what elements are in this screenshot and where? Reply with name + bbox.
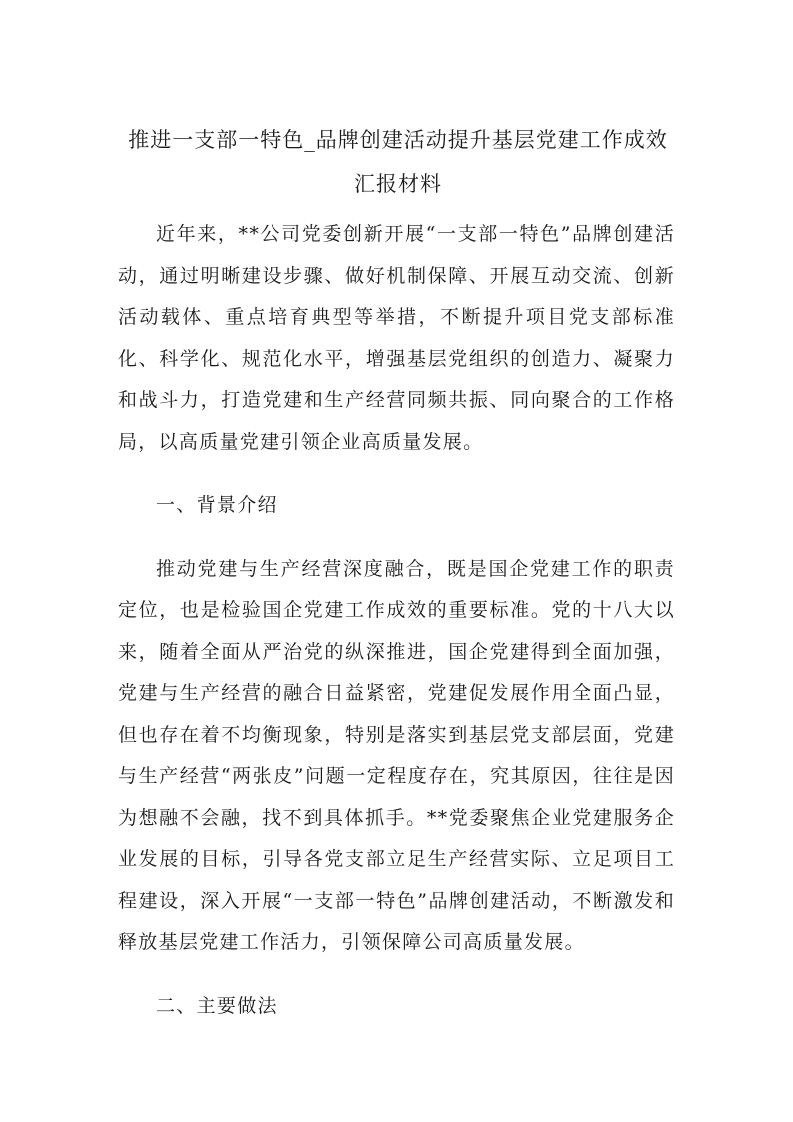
section-heading-main-practices: 二、主要做法 <box>156 994 278 1017</box>
section-heading-background: 一、背景介绍 <box>156 494 278 516</box>
background-paragraph: 推动党建与生产经营深度融合，既是国企党建工作的职责定位，也是检验国企党建工作成效的重要标准。党的十八大以来，随着全面从严治党的纵深推进，国企党建得到全面加强，党建与生产经营的融合日益紧密，党建促发展作用全面凸显，但也存在着不均衡现象，特别是落实到基层党支部层面，党建与生产经营“两张皮”问题一定程度存在，究其原因，往往是因为想融不会融，找不到具体抓手。**党委聚焦企业党建服务企业发展的目标，引导各党支部立足生产经营实际、立足项目工程建设，深入开展“一支部一特色”品牌创建活动，不断激发和释放基层党建工作活力，引领保障公司高质量发展。 <box>118 557 675 953</box>
document-title: 推进一支部一特色_品牌创建活动提升基层党建工作成效汇报材料 <box>128 128 668 196</box>
document-body <box>118 214 675 1027</box>
intro-paragraph: 近年来，**公司党委创新开展“一支部一特色”品牌创建活动，通过明晰建设步骤、做好机制保障、开展互动交流、创新活动载体、重点培育典型等举措，不断提升项目党支部标准化、科学化、规范化水平，增强基层党组织的创造力、凝聚力和战斗力，打造党建和生产经营同频共振、同向聚合的工作格局，以高质量党建引领企业高质量发展。 <box>118 223 675 453</box>
